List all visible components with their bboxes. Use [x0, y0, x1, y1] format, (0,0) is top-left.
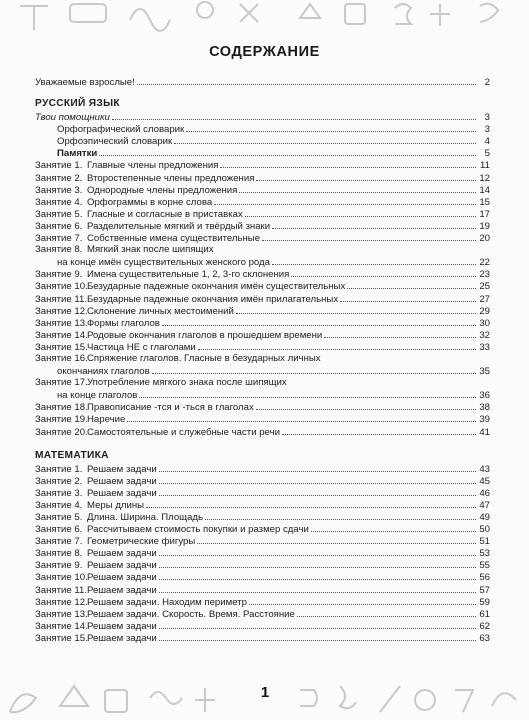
toc-entry-lesson[interactable]: [35, 196, 490, 208]
toc-entry-lesson[interactable]: [35, 353, 490, 365]
lesson-title: Правописание -тся и -ться в глаголах: [87, 402, 254, 414]
toc-entry-helper[interactable]: [35, 123, 490, 135]
dot-leader: [159, 571, 476, 580]
lesson-number: Занятие 11.: [35, 293, 88, 305]
page-number: 1: [260, 684, 270, 701]
lesson-title: Твои помощники: [35, 112, 110, 124]
dot-leader: [159, 559, 476, 568]
toc-entry-page: 62: [479, 620, 490, 632]
lesson-title: окончаниях глаголов: [57, 366, 150, 378]
toc-entry-page: 39: [479, 414, 490, 426]
lesson-title: Решаем задачи: [87, 475, 157, 487]
lesson-number: Занятие 16.: [35, 352, 88, 364]
dot-leader: [324, 329, 476, 338]
toc-entry-helper[interactable]: [35, 147, 490, 159]
dot-leader: [159, 632, 476, 641]
lesson-number: Занятие 1.: [35, 160, 83, 172]
toc-entry-lesson[interactable]: [35, 499, 490, 511]
dot-leader: [152, 365, 476, 374]
dot-leader: [289, 377, 476, 385]
toc-entry-lesson[interactable]: [35, 317, 490, 329]
dot-leader: [291, 268, 476, 277]
dot-leader: [272, 256, 476, 265]
dot-leader: [159, 620, 476, 629]
toc-entry-page: 46: [479, 487, 490, 499]
toc-entry-lesson[interactable]: [35, 535, 490, 547]
lesson-number: Занятие 3.: [35, 184, 83, 196]
lesson-number: Занятие 12.: [35, 305, 88, 317]
toc-entry-page: 5: [484, 148, 490, 160]
lesson-number: Занятие 2.: [35, 475, 83, 487]
lesson-title: Разделительные мягкий и твёрдый знаки: [87, 220, 271, 232]
lesson-number: Занятие 6.: [35, 220, 83, 232]
toc-entry-lesson[interactable]: [35, 620, 490, 632]
lesson-number: Занятие 5.: [35, 512, 83, 523]
toc-entry-lesson[interactable]: [35, 523, 490, 535]
toc-entry-lesson[interactable]: [35, 571, 490, 583]
lesson-number: Занятие 7.: [35, 536, 83, 548]
toc-entry-page: 61: [479, 608, 490, 620]
toc-entry-page: 14: [479, 184, 490, 196]
lesson-title: Наречие: [87, 414, 126, 426]
lesson-title: Формы глаголов: [87, 317, 160, 329]
dot-leader: [239, 184, 476, 193]
toc-entry-page: 4: [484, 136, 490, 148]
toc-entry-page: 22: [479, 257, 490, 269]
dot-leader: [256, 401, 476, 410]
dot-leader: [159, 547, 476, 556]
lesson-number: Занятие 10.: [35, 572, 88, 584]
dot-leader: [340, 293, 476, 302]
toc-entry-page: 43: [479, 463, 490, 475]
toc-entry-page: 51: [479, 536, 490, 548]
lesson-number: Занятие 4.: [35, 499, 83, 511]
toc-entry-page: 56: [479, 572, 490, 584]
toc-entry-page: 33: [479, 341, 490, 353]
lesson-title: Решаем задачи: [87, 548, 157, 560]
toc-entry-lesson-continued[interactable]: [35, 389, 490, 401]
toc-entry-lesson[interactable]: [35, 159, 490, 171]
toc-entry-lesson[interactable]: [35, 413, 490, 425]
toc-entry-lesson[interactable]: [35, 463, 490, 475]
lesson-number: Занятие 20.: [35, 426, 88, 438]
toc-entry-lesson[interactable]: [35, 341, 490, 353]
lesson-number: Занятие 2.: [35, 172, 83, 184]
toc-entry-page: 63: [479, 632, 490, 644]
dot-leader: [139, 389, 476, 398]
toc-entry-page: 53: [479, 548, 490, 560]
dot-leader: [159, 463, 476, 472]
dot-leader: [186, 123, 476, 132]
lesson-number: Занятие 11.: [35, 584, 88, 596]
toc-entry-lesson[interactable]: [35, 632, 490, 644]
lesson-title: на конце имён существительных женского рода: [57, 257, 270, 269]
toc-entry-label: [35, 633, 157, 645]
toc-entry-lesson[interactable]: [35, 426, 490, 438]
toc-entry-page: 35: [479, 366, 490, 378]
toc-entry-page: 45: [479, 475, 490, 487]
lesson-title: Второстепенные члены предложения: [87, 172, 255, 184]
dot-leader: [249, 596, 476, 605]
toc-entry-page: 17: [479, 208, 490, 220]
lesson-title: Спряжение глаголов. Гласные в безударных личных: [87, 352, 321, 364]
lesson-title: Имена существительные 1, 2, 3-го склонения: [87, 269, 290, 281]
toc-entry-lesson[interactable]: [35, 487, 490, 499]
toc-entry-lesson[interactable]: [35, 208, 490, 220]
toc-entry-intro[interactable]: [35, 76, 490, 88]
lesson-number: Занятие 13.: [35, 608, 88, 620]
lesson-title: Решаем задачи: [87, 632, 157, 644]
dot-leader: [146, 499, 476, 508]
lesson-title: Памятки: [57, 148, 98, 160]
lesson-title: Орфографический словарик: [57, 124, 185, 136]
toc-entry-label: Уважаемые взрослые!: [35, 77, 135, 88]
lesson-number: Занятие 5.: [35, 208, 83, 220]
dot-leader: [99, 147, 476, 156]
lesson-number: Занятие 7.: [35, 233, 83, 245]
toc-entry-page: 47: [479, 499, 490, 511]
toc-entry-page: 55: [479, 560, 490, 572]
lesson-title: Решаем задачи: [87, 620, 157, 632]
toc-entry-label: [35, 427, 280, 439]
toc-entry-lesson[interactable]: [35, 377, 490, 389]
toc-entry-lesson[interactable]: [35, 608, 490, 620]
toc-entry-page: 50: [479, 524, 490, 536]
toc-entry-page: 15: [479, 196, 490, 208]
toc-entry-label: [35, 244, 214, 256]
lesson-number: Занятие 15.: [35, 341, 88, 353]
toc-entry-page: 3: [484, 124, 490, 136]
toc-entry-lesson[interactable]: [35, 547, 490, 559]
toc-entry-lesson[interactable]: [35, 220, 490, 232]
toc-entry-page: 27: [479, 293, 490, 305]
lesson-title: Однородные члены предложения: [87, 184, 238, 196]
lesson-title: Орфограммы в корне слова: [87, 196, 213, 208]
toc-entry-helper[interactable]: [35, 111, 490, 123]
toc-entry-page: 25: [479, 281, 490, 293]
lesson-number: Занятие 1.: [35, 463, 83, 475]
lesson-title: Самостоятельные и служебные части речи: [87, 426, 280, 438]
dot-leader: [159, 584, 476, 593]
dot-leader: [198, 341, 476, 350]
dot-leader: [256, 172, 476, 181]
toc-entry-lesson[interactable]: [35, 268, 490, 280]
lesson-title: Геометрические фигуры: [87, 536, 196, 548]
lesson-number: Занятие 6.: [35, 524, 83, 536]
lesson-title: на конце глаголов: [57, 390, 138, 402]
lesson-number: Занятие 10.: [35, 281, 88, 293]
dot-leader: [272, 220, 476, 229]
lesson-number: Занятие 8.: [35, 548, 83, 560]
lesson-number: Занятие 19.: [35, 414, 88, 426]
toc-entry-lesson[interactable]: [35, 232, 490, 244]
lesson-number: Занятие 13.: [35, 317, 88, 329]
toc-entry-page: 38: [479, 402, 490, 414]
toc-entry-page: 49: [479, 512, 490, 523]
dot-leader: [282, 426, 476, 435]
dot-leader: [236, 305, 476, 314]
dot-leader: [159, 487, 476, 496]
lesson-number: Занятие 8.: [35, 244, 83, 256]
dot-leader: [311, 523, 476, 532]
lesson-title: Решаем задачи. Скорость. Время. Расстояние: [87, 608, 295, 620]
dot-leader: [127, 413, 476, 422]
lesson-number: Занятие 9.: [35, 269, 83, 281]
lesson-title: Мягкий знак после шипящих: [87, 244, 214, 256]
lesson-number: Занятие 4.: [35, 196, 83, 208]
toc-entry-label: [35, 353, 321, 365]
lesson-title: Собственные имена существительные: [87, 233, 261, 245]
lesson-title: Решаем задачи: [87, 584, 157, 596]
toc-entry-page: 41: [479, 426, 490, 438]
toc-entry-page: 23: [479, 269, 490, 281]
dot-leader: [347, 280, 476, 289]
lesson-title: Решаем задачи. Находим периметр: [87, 596, 247, 608]
lesson-title: Решаем задачи: [87, 463, 157, 475]
lesson-number: Занятие 15.: [35, 632, 88, 644]
table-of-contents: [35, 76, 490, 644]
toc-entry-page: 57: [479, 584, 490, 596]
toc-entry-page: 20: [479, 233, 490, 245]
toc-entry-page: 3: [484, 112, 490, 124]
lesson-number: Занятие 12.: [35, 596, 88, 608]
lesson-title: Главные члены предложения: [87, 160, 219, 172]
lesson-title: Решаем задачи: [87, 572, 157, 584]
lesson-title: Длина. Ширина. Площадь: [87, 512, 203, 523]
lesson-number: Занятие 9.: [35, 560, 83, 572]
toc-entry-lesson[interactable]: [35, 244, 490, 256]
toc-entry-lesson-continued[interactable]: [35, 256, 490, 268]
lesson-title: Употребление мягкого знака после шипящих: [87, 377, 287, 389]
toc-entry-page: 36: [479, 390, 490, 402]
lesson-title: Родовые окончания глаголов в прошедшем времени: [87, 329, 323, 341]
lesson-title: Частица НЕ с глаголами: [87, 341, 196, 353]
dot-leader: [323, 353, 476, 361]
toc-entry-lesson[interactable]: [35, 559, 490, 571]
toc-entry-page: 59: [479, 596, 490, 608]
dot-leader: [297, 608, 476, 617]
lesson-number: Занятие 3.: [35, 487, 83, 499]
toc-entry-lesson[interactable]: [35, 293, 490, 305]
dot-leader: [216, 244, 476, 252]
dot-leader: [112, 111, 476, 120]
lesson-title: Решаем задачи: [87, 560, 157, 572]
lesson-number: Занятие 14.: [35, 620, 88, 632]
toc-entry-lesson[interactable]: [35, 596, 490, 608]
dot-leader: [262, 232, 476, 241]
toc-entry-lesson-continued[interactable]: [35, 365, 490, 377]
lesson-title: Меры длины: [87, 499, 145, 511]
dot-leader: [159, 475, 476, 484]
toc-entry-lesson[interactable]: [35, 401, 490, 413]
toc-entry-lesson[interactable]: [35, 329, 490, 341]
lesson-title: Гласные и согласные в приставках: [87, 208, 243, 220]
toc-entry-page: 11: [480, 160, 490, 172]
toc-entry-lesson[interactable]: [35, 172, 490, 184]
dot-leader: [137, 76, 476, 85]
section-heading-russian: РУССКИЙ ЯЗЫК: [35, 98, 120, 110]
lesson-number: Занятие 18.: [35, 402, 88, 414]
toc-entry-page: 32: [479, 329, 490, 341]
toc-entry-page: 19: [479, 220, 490, 232]
lesson-number: Занятие 17.: [35, 377, 88, 389]
toc-entry-page: 12: [479, 172, 490, 184]
toc-entry-lesson[interactable]: [35, 280, 490, 292]
lesson-title: Склонение личных местоимений: [87, 305, 234, 317]
lesson-title: Решаем задачи: [87, 487, 157, 499]
lesson-number: Занятие 14.: [35, 329, 88, 341]
toc-entry-page: 29: [479, 305, 490, 317]
toc-entry-page: 30: [479, 317, 490, 329]
dot-leader: [245, 208, 476, 217]
dot-leader: [220, 159, 476, 168]
dot-leader: [197, 535, 476, 544]
page-title: СОДЕРЖАНИЕ: [209, 44, 320, 60]
lesson-title: Безударные падежные окончания имён прилагательных: [87, 293, 339, 305]
toc-entry-lesson[interactable]: [35, 475, 490, 487]
dot-leader: [174, 135, 476, 144]
toc-entry-lesson[interactable]: [35, 511, 490, 523]
dot-leader: [214, 196, 476, 205]
toc-entry-lesson[interactable]: [35, 584, 490, 596]
lesson-title: Орфоэпический словарик: [57, 136, 173, 148]
dot-leader: [205, 511, 476, 520]
dot-leader: [162, 317, 476, 326]
toc-entry-helper[interactable]: [35, 135, 490, 147]
top-decorative-doodles: [0, 0, 529, 44]
toc-entry-label: [35, 377, 287, 389]
toc-entry-lesson[interactable]: [35, 184, 490, 196]
section-heading-math: МАТЕМАТИКА: [35, 449, 109, 461]
lesson-title: Безударные падежные окончания имён существительных: [87, 281, 346, 293]
lesson-title: Рассчитываем стоимость покупки и размер сдачи: [87, 524, 309, 536]
toc-entry-lesson[interactable]: [35, 305, 490, 317]
toc-entry-page: 2: [484, 77, 490, 88]
